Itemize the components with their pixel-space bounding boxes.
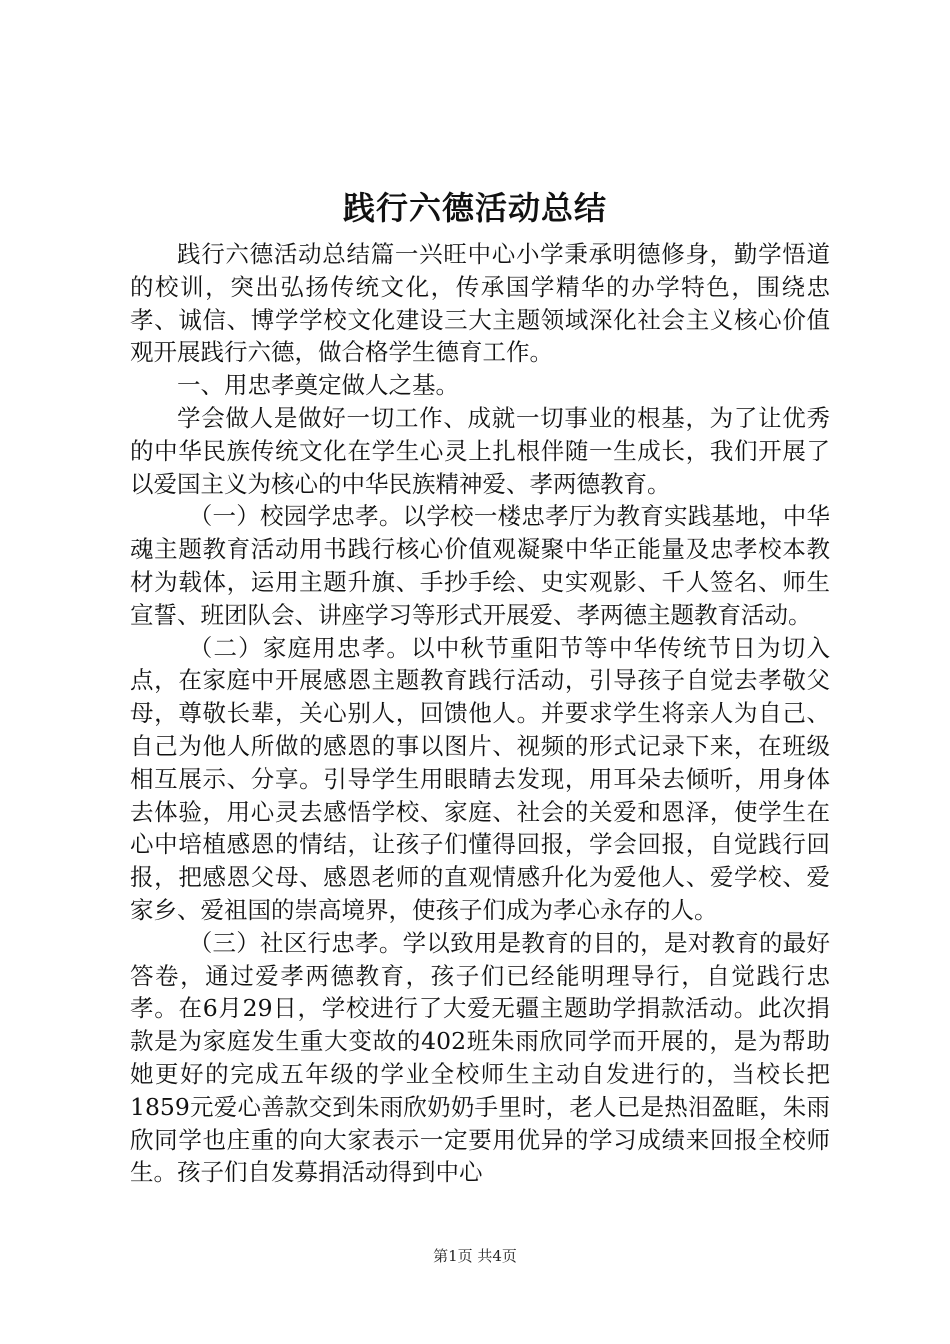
paragraph-intro: 践行六德活动总结篇一兴旺中心小学秉承明德修身，勤学悟道的校训，突出弘扬传统文化，传承国学精华的办学特色，围绕忠孝、诚信、博学学校文化建设三大主题领域深化社会主义核心价值观开展践行六德，做合格学生德育工作。 — [130, 240, 830, 367]
page-footer: 第1页 共4页 — [433, 1247, 517, 1265]
document-body — [130, 238, 830, 1189]
paragraph-subsection-2: （二）家庭用忠孝。以中秋节重阳节等中华传统节日为切入点，在家庭中开展感恩主题教育践行活动，引导孩子自觉去孝敬父母，尊敬长辈，关心别人，回馈他人。并要求学生将亲人为自己、自己为他人所做的感恩的事以图片、视频的形式记录下来，在班级相互展示、分享。引导学生用眼睛去发现，用耳朵去倾听，用身体去体验，用心灵去感悟学校、家庭、社会的关爱和恩泽，使学生在心中培植感恩的情结，让孩子们懂得回报，学会回报，自觉践行回报，把感恩父母、感恩老师的直观情感升化为爱他人、爱学校、爱家乡、爱祖国的崇高境界，使孩子们成为孝心永存的人。 — [130, 633, 830, 924]
paragraph-subsection-1: （一）校园学忠孝。以学校一楼忠孝厅为教育实践基地，中华魂主题教育活动用书践行核心价值观凝聚中华正能量及忠孝校本教材为载体，运用主题升旗、手抄手绘、史实观影、千人签名、师生宣誓、班团队会、讲座学习等形式开展爱、孝两德主题教育活动。 — [130, 502, 830, 629]
paragraph-section-1: 学会做人是做好一切工作、成就一切事业的根基，为了让优秀的中华民族传统文化在学生心灵上扎根伴随一生成长，我们开展了以爱国主义为核心的中华民族精神爱、孝两德教育。 — [130, 403, 830, 498]
section-heading-1: 一、用忠孝奠定做人之基。 — [177, 371, 459, 400]
paragraph-subsection-3: （三）社区行忠孝。学以致用是教育的目的，是对教育的最好答卷，通过爱孝两德教育，孩子们已经能明理导行，自觉践行忠孝。在6月29日，学校进行了大爱无疆主题助学捐款活动。此次捐款是为家庭发生重大变故的402班朱雨欣同学而开展的，是为帮助她更好的完成五年级的学业全校师生主动自发进行的，当校长把1859元爱心善款交到朱雨欣奶奶手里时，老人已是热泪盈眶，朱雨欣同学也庄重的向大家表示一定要用优异的学习成绩来回报全校师生。孩子们自发募捐活动得到中心 — [130, 928, 830, 1187]
document-title: 践行六德活动总结 — [342, 189, 607, 227]
